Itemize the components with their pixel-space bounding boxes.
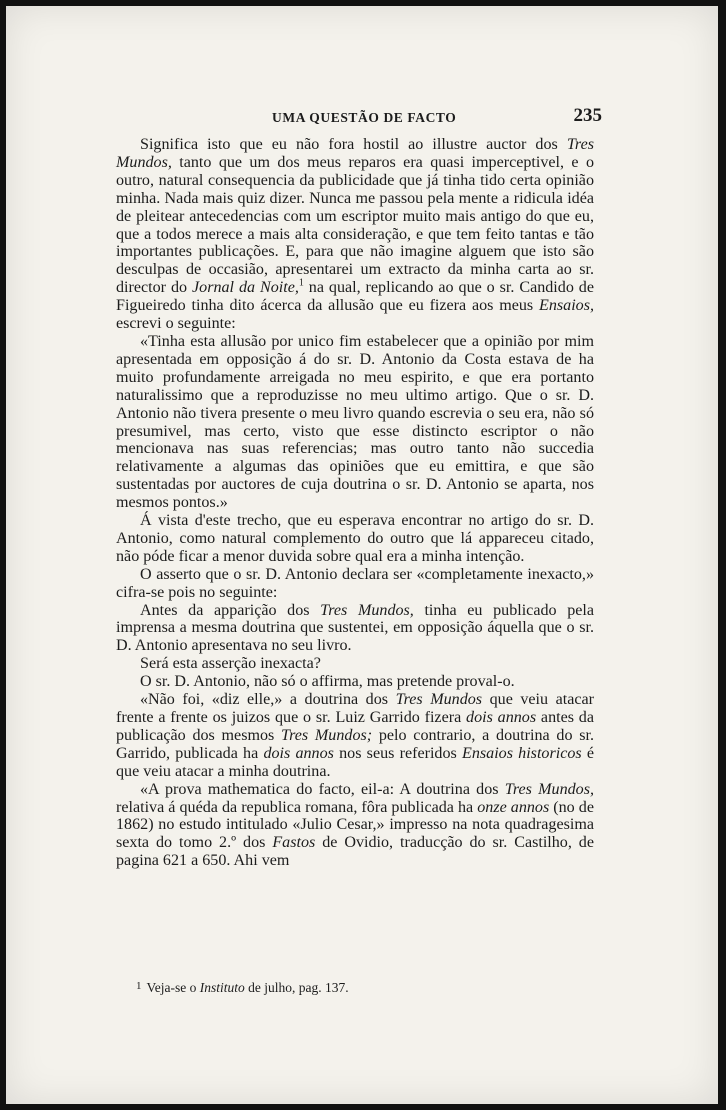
text-run: «Não foi, «diz elle,» a doutrina dos [140,691,396,709]
paragraph [116,602,594,656]
page-number: 235 [573,105,602,126]
paragraph [116,512,594,566]
text-run: O asserto que o sr. D. Antonio declara ser «completamente inexacto,» cifra-se pois no seguinte: [116,565,594,601]
text-run: Significa isto que eu não fora hostil ao illustre auctor dos [140,136,567,153]
text-run: Antes da apparição dos [140,601,321,619]
italic-title: Ensaios historicos [462,744,582,762]
paragraph [116,655,594,673]
book-page [6,6,718,1104]
italic-title: dois annos [263,744,334,762]
text-run: (no de 1862) no estudo intitulado «Julio Cesar,» impresso na nota quadragesima sexta do tomo 2.º dos [116,798,594,852]
footnote-marker: 1 [136,980,142,992]
text-run: de Ovidio, traducção do sr. Castilho, de pagina 621 a 650. Ahi vem [116,834,595,870]
italic-title: Tres Mundos; [281,726,373,744]
italic-title: Fastos [272,834,316,852]
italic-title: Tres Mundos, [320,601,414,619]
paragraph [116,136,594,333]
footnote [136,978,596,996]
text-run: «Tinha esta allusão por unico fim estabelecer que a opinião por mim apresentada em opposição á do sr. D. Antonio da Costa estava de ha muito profundamente arreigada no meu espirito, e que era portanto naturalissimo que a reproduzisse no meu ultimo artigo. Que o sr. D. Antonio não tivera presente o meu livro quando escrevia o seu era, não só presumivel, mas certo, visto que esse distincto escriptor o não mencionava nas suas referencias; mas outro tanto não succedia relativamente a algumas das opiniões que eu emittira, e que são sustentadas por auctores de cuja doutrina o sr. D. Antonio se aparta, nos mesmos pontos.» [116,332,594,512]
text-run: Á vista d'este trecho, que eu esperava encontrar no artigo do sr. D. Antonio, como natural complemento do outro que lá appareceu citado, não póde ficar a menor duvida sobre qual era a minha intenção. [116,512,594,565]
text-run: «A prova mathematica do facto, eil-a: A doutrina dos [140,780,505,798]
footnote-text-before: Veja-se o [146,980,200,995]
footnote-reference: 1 [298,277,304,289]
text-run: O sr. D. Antonio, não só o affirma, mas pretende proval-o. [140,673,515,691]
paragraph [116,673,594,691]
text-run: pelo contrario, a doutrina do sr. Garrido, publicada ha [116,726,594,762]
footnote-text-after: de julho, pag. 137. [244,980,349,995]
text-run: tinha eu publicado pela imprensa a mesma doutrina que sustentei, em opposição áquella que o sr. D. Antonio apresentava no seu livro. [116,601,594,655]
italic-title: Ensaios, [539,297,594,315]
footnote-journal-title: Instituto [199,980,245,995]
italic-title: dois annos [466,709,537,726]
text-run: é que veiu atacar a minha doutrina. [116,744,594,780]
italic-title: Tres Mundos, [116,136,594,171]
text-run: na qual, replicando ao que o sr. Candido de Figueiredo tinha dito ácerca da allusão que eu fizera aos meus [116,279,594,315]
text-run: tanto que um dos meus reparos era quasi imperceptivel, e o outro, natural consequencia da publicidade que já tinha tido certa opinião minha. Nada mais quiz dizer. Nunca me passou pela mente a ridicula idéa de pleitear antecedencias com um escriptor muito mais antigo do que eu, que a todos merece a mais alta consideração, e que tem feito tantas e tão importantes publicações. E, para que não imagine alguem que isto são desculpas de occasião, apresentarei um extracto da minha carta ao sr. director do [116,153,594,297]
paragraph [116,691,594,781]
text-run: nos seus referidos [333,744,462,762]
italic-title: Tres Mundos, [504,780,594,798]
paragraph [116,333,594,512]
paragraph [116,781,594,871]
italic-title: Jornal da Noite, [192,279,299,297]
text-run: Será esta asserção inexacta? [140,655,321,673]
running-title: UMA QUESTÃO DE FACTO [272,110,457,125]
page-header [116,105,602,134]
paragraph [116,566,594,602]
text-run: antes da publicação dos mesmos [116,709,594,744]
italic-title: onze annos [477,798,550,816]
text-run: que veiu atacar frente a frente os juizos que o sr. Luiz Garrido fizera [116,691,594,726]
text-run: relativa á quéda da republica romana, fôra publicada ha [116,798,478,816]
body-text [116,136,594,870]
italic-title: Tres Mundos [395,691,483,709]
text-run: escrevi o seguinte: [116,315,236,333]
